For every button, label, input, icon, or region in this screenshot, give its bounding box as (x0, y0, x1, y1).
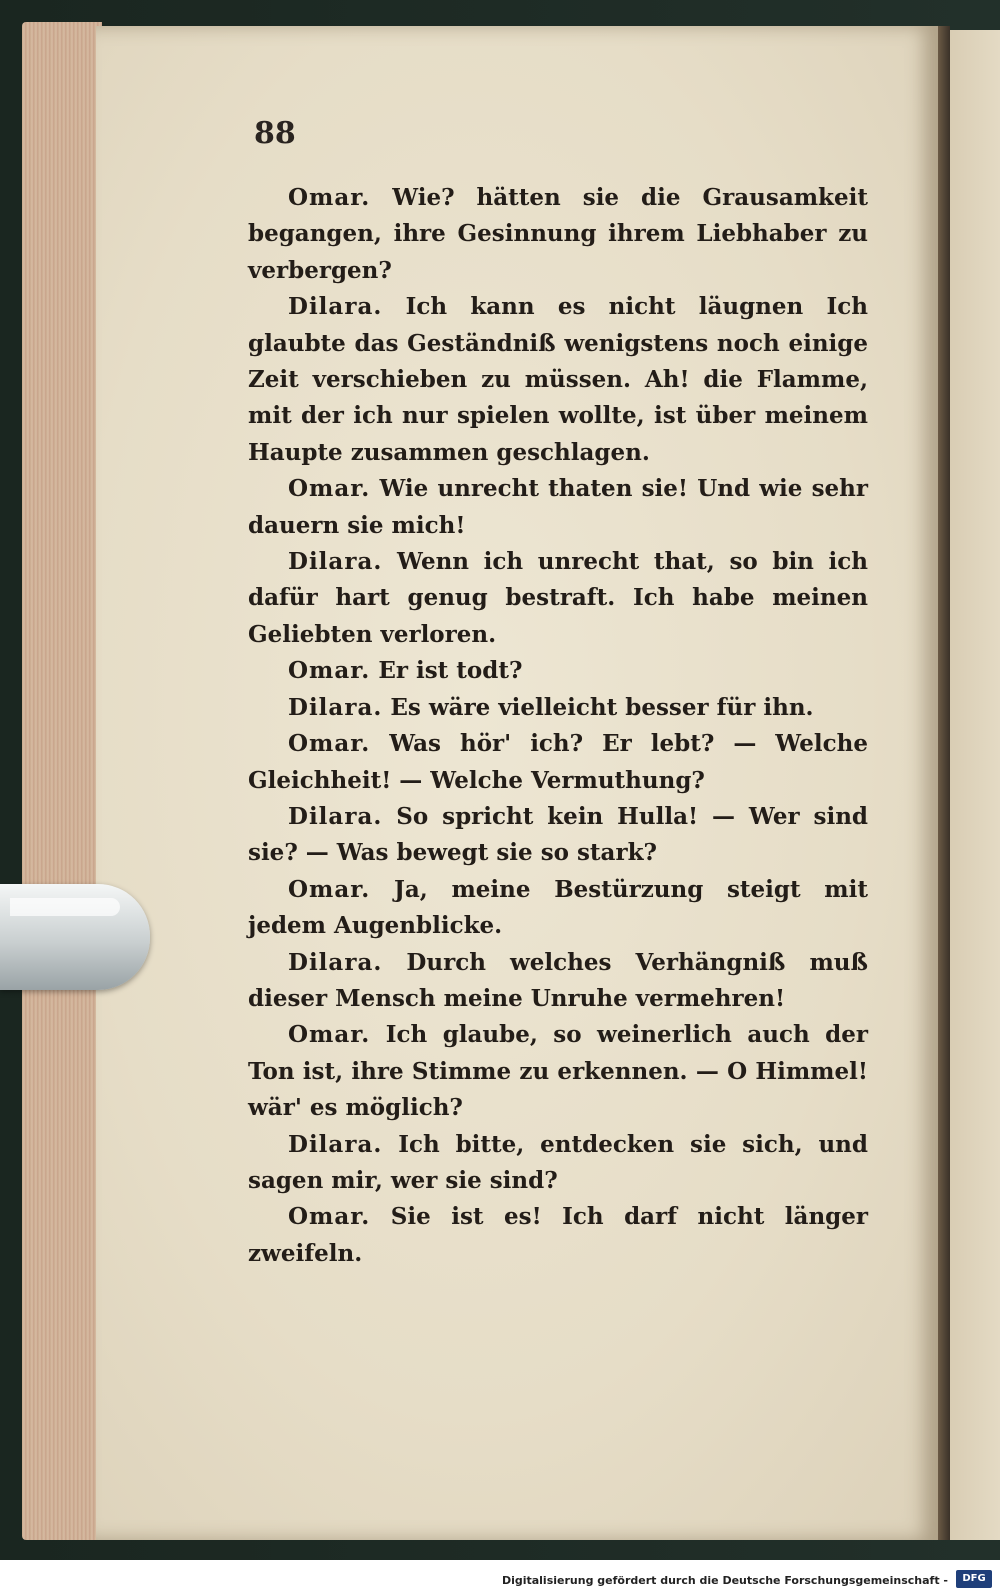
dialogue-text: Er ist todt? (378, 657, 523, 685)
dialogue-text: Ich glaube, so weinerlich auch der Ton ist, ihre Stimme zu erkennen. — O Himmel! wär' es möglich? (248, 1021, 868, 1122)
speaker-name: Omar. (288, 875, 371, 903)
dialogue-text: Ich kann es nicht läugnen Ich glaubte das Geständniß wenigstens noch einige Zeit verschieben zu müssen. Ah! die Flamme, mit der ich nur spielen wollte, ist über meinem Haupte zusammen geschlagen. (248, 293, 868, 466)
speaker-name: Dilara. (288, 548, 383, 576)
paragraph (248, 289, 868, 471)
dialogue-text: Wie unrecht thaten sie! Und wie sehr dauern sie mich! (248, 475, 868, 539)
dialogue-text: Ich bitte, entdecken sie sich, und sagen mir, wer sie sind? (248, 1130, 868, 1194)
paragraph (248, 1127, 868, 1200)
speaker-name: Omar. (288, 657, 371, 685)
dialogue-text: Durch welches Verhängniß muß dieser Mensch meine Unruhe vermehren! (248, 948, 868, 1012)
paragraph (248, 799, 868, 872)
speaker-name: Omar. (288, 475, 371, 503)
paragraph (248, 872, 868, 945)
speaker-name: Omar. (288, 1203, 371, 1231)
speaker-name: Dilara. (288, 293, 383, 321)
dfg-logo: DFG (956, 1570, 992, 1588)
book-gutter (938, 26, 950, 1540)
dialogue-text: Was hör' ich? Er lebt? — Welche Gleichheit! — Welche Vermuthung? (248, 730, 868, 794)
facing-page-edge (950, 30, 1000, 1540)
speaker-name: Omar. (288, 1021, 371, 1049)
dialogue-text: Wie? hätten sie die Grausamkeit begangen, ihre Gesinnung ihrem Liebhaber zu verbergen? (248, 184, 868, 284)
paragraph (248, 1017, 868, 1126)
speaker-name: Dilara. (288, 802, 383, 830)
paragraph (248, 945, 868, 1018)
page-text (248, 180, 868, 1272)
speaker-name: Dilara. (288, 948, 383, 976)
dialogue-text: Es wäre vielleicht besser für ihn. (390, 693, 814, 721)
speaker-name: Omar. (288, 184, 371, 211)
speaker-name: Dilara. (288, 693, 383, 721)
funding-credit: Digitalisierung gefördert durch die Deutsche Forschungsgemeinschaft - (501, 1574, 948, 1587)
dialogue-text: Sie ist es! Ich darf nicht länger zweifeln. (248, 1203, 868, 1267)
dialogue-text: So spricht kein Hulla! — Wer sind sie? — Was bewegt sie so stark? (248, 802, 868, 867)
speaker-name: Dilara. (288, 1130, 383, 1158)
page-edges (22, 22, 102, 1540)
dialogue-text: Wenn ich unrecht that, so bin ich dafür hart genug bestraft. Ich habe meinen Geliebten verloren. (248, 548, 868, 648)
page-number: 88 (254, 116, 296, 151)
paragraph (248, 544, 868, 653)
paragraph (248, 1199, 868, 1272)
paragraph (248, 471, 868, 544)
paragraph (248, 690, 868, 726)
page-clip (0, 884, 150, 990)
paragraph (248, 653, 868, 689)
speaker-name: Omar. (288, 730, 371, 758)
paragraph (248, 726, 868, 799)
dialogue-text: Ja, meine Bestürzung steigt mit jedem Augenblicke. (248, 875, 868, 940)
paragraph (248, 180, 868, 289)
